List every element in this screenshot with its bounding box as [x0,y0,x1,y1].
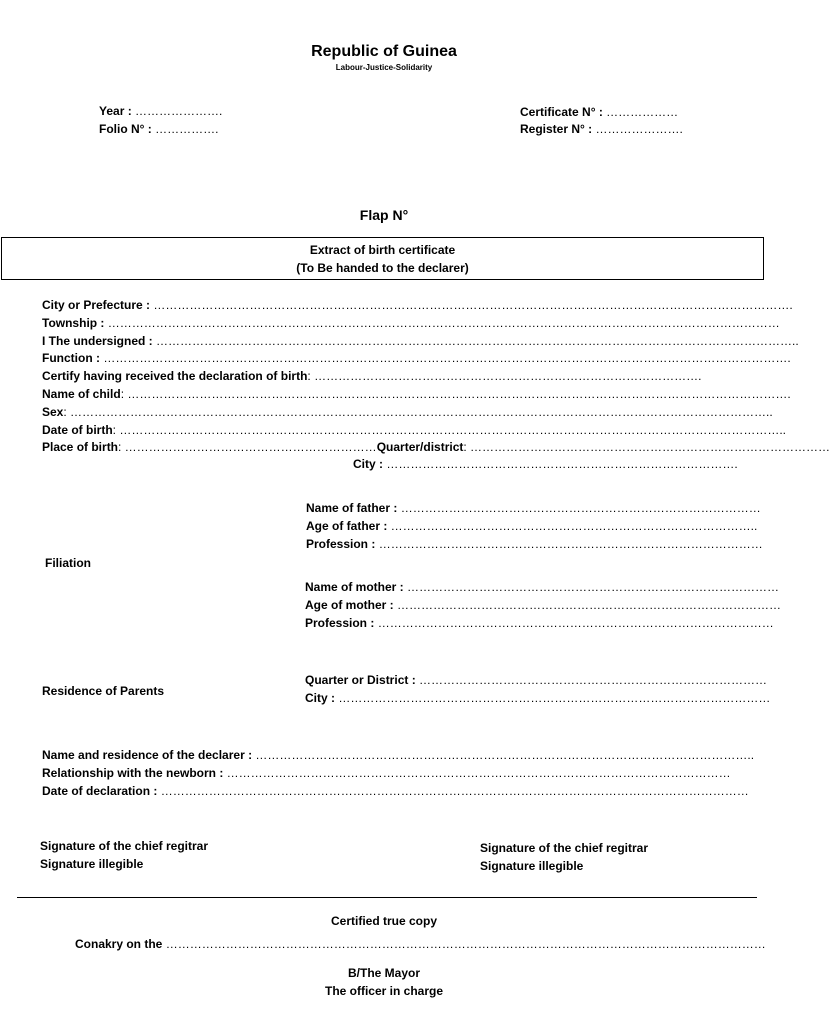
signature-right-note: Signature illegible [480,859,584,873]
conakry-dots: …………………………………………………………………………………………………………………………………… [165,937,766,951]
quarter-district-dots: : ……………………………………………………………………………… [463,440,830,455]
document-motto: Labour-Justice-Solidarity [335,63,433,72]
field-residence-city [305,691,770,709]
field-dots: …………………………………………………………………………………… [378,536,763,551]
signature-left [40,839,208,875]
year-label: Year : [99,104,136,118]
declarer-fields [42,748,754,801]
field-label: City : [305,691,339,705]
field-township [42,316,830,334]
field-label: Quarter or District : [305,673,420,687]
birth-city-label: City : [353,457,387,471]
mother-fields [305,580,781,633]
field-label: Profession : [306,536,379,551]
year-field [99,104,222,119]
field-father-profession [306,537,763,555]
folio-field [99,122,218,137]
conakry-date-field [75,937,766,952]
field-dots: …………………………………………………………………………………………………………………………………………….. [156,333,799,348]
mayor-label: B/The Mayor [347,966,420,980]
field-certify-declaration [42,369,830,387]
register-number-dots: …………………. [595,122,683,136]
field-label: Name of mother : [305,580,408,594]
field-label: Relationship with the newborn : [42,765,227,780]
field-declarer-name-residence [42,748,754,766]
field-dots: ……………………………………………………………………………………………… [338,691,771,705]
flap-number: Flap N° [359,207,409,223]
quarter-district-label: Quarter/district [376,440,464,455]
field-label: Name of child [42,386,121,401]
field-label: Sex [42,404,64,419]
certificate-number-label: Certificate N° : [520,105,607,119]
field-label: Name and residence of the declarer : [42,748,256,762]
field-dots: : ……………………………………………………………………………………. [307,369,702,384]
main-fields [42,298,830,458]
field-dots: …………………………………………………………………………………………………………………………………………………… [107,315,780,330]
field-quarter-or-district [305,673,770,691]
field-dots: ……………………………………………………………………………… [400,501,761,515]
field-label: Age of mother : [305,597,397,612]
father-fields [306,501,763,554]
signature-right-title: Signature of the chief regitrar [480,841,649,855]
field-place-of-birth [42,440,830,458]
field-dots: ………………………………………………………………………………………………………………………………… [160,783,749,798]
certified-true-copy: Certified true copy [330,914,438,928]
field-dots: ………………………………………………………………………………………………………………………………………………………. [103,351,791,366]
field-label: Function : [42,351,104,366]
filiation-label: Filiation [45,556,91,570]
year-dots: …………………. [135,104,223,118]
field-label: Date of birth [42,422,113,437]
field-dots: ………………………………………………………………………………… [407,580,780,594]
field-label: Name of father : [306,501,401,515]
field-function [42,351,830,369]
field-undersigned [42,334,830,352]
field-name-of-father [306,501,763,519]
separator-line [17,897,757,898]
field-label: Certify having received the declaration of birth [42,369,308,384]
field-label: City or Prefecture : [42,298,154,312]
field-dots: ……………………………………………………………………………………… [377,615,774,630]
register-number-label: Register N° : [520,122,596,136]
birth-city-dots: ……………………………………………………………………………. [386,457,738,471]
field-city-prefecture [42,298,830,316]
field-dots: ……………………………………………………………………………………………………………… [226,765,731,780]
field-label: I The undersigned : [42,333,157,348]
conakry-label: Conakry on the [75,937,166,951]
register-number-field [520,122,683,137]
field-label: Profession : [305,615,378,630]
field-dots: …………………………………………………………………………………………………………….. [255,748,755,762]
field-mother-profession [305,616,781,634]
place-of-birth-label: Place of birth [42,440,119,455]
field-name-of-child [42,387,830,405]
field-date-of-declaration [42,784,754,802]
certificate-number-field [520,105,678,120]
extract-subtitle: (To Be handed to the declarer) [296,261,469,275]
signature-left-title: Signature of the chief regitrar [40,839,209,853]
signature-right [480,841,648,877]
field-dots: …………………………………………………………………………… [419,673,768,687]
field-dots: ……………………………………………………………………………….. [390,518,758,533]
field-label: Township : [42,315,108,330]
field-date-of-birth [42,423,830,441]
place-of-birth-dots: : ……………………………………………………… [118,440,377,455]
certificate-number-dots: ……………… [606,105,679,119]
field-dots: : ………………………………………………………………………………………………………………………………………………….. [112,422,787,437]
field-relationship-newborn [42,766,754,784]
folio-label: Folio N° : [99,122,156,136]
field-age-of-father [306,519,763,537]
residence-label: Residence of Parents [42,684,165,698]
field-birth-city [353,457,738,472]
field-age-of-mother [305,598,781,616]
extract-box [1,237,764,280]
residence-fields [305,673,770,709]
field-dots: : …………………………………………………………………………………………………………………………………………………. [120,386,791,401]
document-title: Republic of Guinea [311,43,457,60]
officer-label: The officer in charge [324,984,444,998]
field-sex [42,405,830,423]
field-dots: : ………………………………………………………………………………………………………………………………………………………….. [63,404,773,419]
field-label: Date of declaration : [42,783,161,798]
folio-dots: ……………. [155,122,219,136]
signature-left-note: Signature illegible [40,857,144,871]
field-dots: …………………………………………………………………………………… [397,597,781,612]
field-label: Age of father : [306,518,391,533]
field-dots: ……………………………………………………………………………………………………………………………………………. [153,298,793,312]
extract-title: Extract of birth certificate [309,243,456,257]
field-name-of-mother [305,580,781,598]
